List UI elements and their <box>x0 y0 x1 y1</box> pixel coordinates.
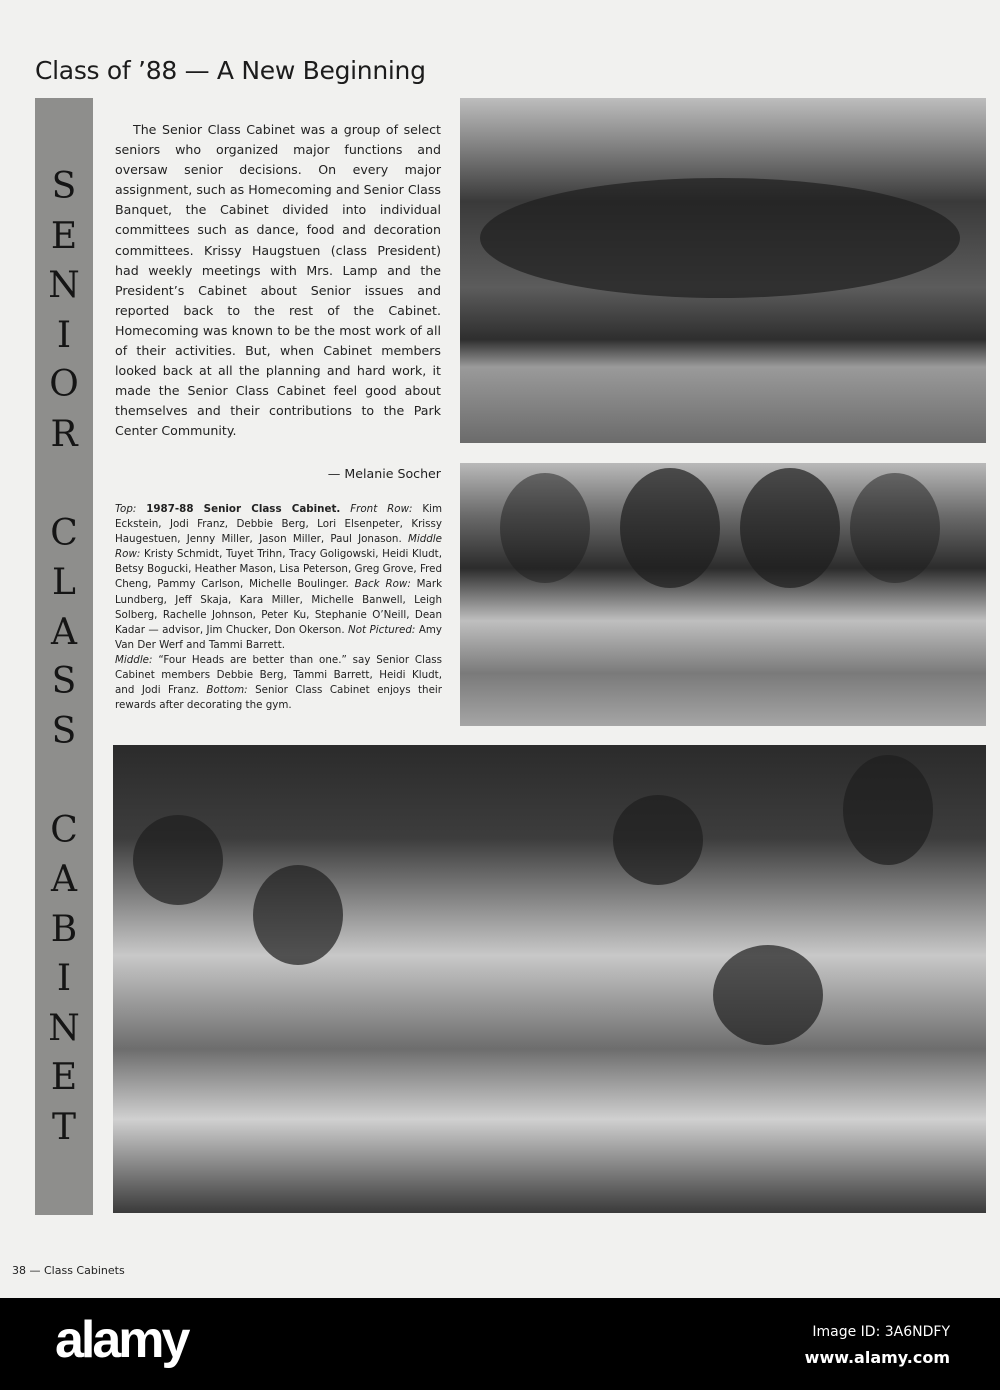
photo-caption <box>115 502 442 713</box>
banner-letter: C <box>50 809 78 851</box>
banner-letter: A <box>51 611 77 653</box>
banner-letter: N <box>48 1007 80 1049</box>
banner-letters <box>35 162 93 1152</box>
watermark-logo: alamy <box>55 1311 188 1369</box>
banner-letter <box>58 459 69 509</box>
banner-letter: I <box>56 958 72 999</box>
banner-letter: C <box>50 512 78 554</box>
caption-label: Middle: <box>115 653 153 666</box>
banner-letter: S <box>51 166 77 207</box>
banner-letter: R <box>50 413 78 455</box>
page-title: Class of ’88 — A New Beginning <box>35 56 426 85</box>
group-photo <box>460 98 986 443</box>
caption-text: “Four Heads are better than one.” say Senior Class Cabinet members Debbie Berg, Tammi Barrett, Heidi Kludt, and Jodi Franz. <box>115 653 443 697</box>
watermark-bar <box>0 1298 1000 1390</box>
vertical-section-banner <box>35 98 93 1215</box>
caption-text: Senior Class Cabinet enjoys their rewards after decorating the gym. <box>115 684 442 712</box>
caption-label: Front Row: <box>350 503 413 515</box>
image-id: Image ID: 3A6NDFY <box>812 1324 950 1340</box>
banner-letter: N <box>48 265 80 306</box>
banner-letter: A <box>51 859 77 900</box>
banner-letter: T <box>51 1106 76 1148</box>
banner-letter: S <box>51 710 77 752</box>
banner-letter: B <box>50 908 78 950</box>
banner-letter: O <box>49 364 79 405</box>
caption-text: Kim Eckstein, Jodi Franz, Debbie Berg, Lori Elsenpeter, Krissy Haugestuen, Jenny Miller, Jason Miller, Paul Jonason. <box>115 503 443 546</box>
article-author: — Melanie Socher <box>327 466 441 481</box>
caption-text: Mark Lundberg, Jeff Skaja, Kara Miller, Michelle Banwell, Leigh Solberg, Rachelle Johnson, Peter Ku, Stephanie O’Neill, Dean Kadar — advisor, Jim Chucker, Don Okerson. <box>115 578 443 636</box>
caption-text: Amy Van Der Werf and Tammi Barrett. <box>115 623 442 651</box>
caption-title: 1987-88 Senior Class Cabinet. <box>146 503 341 515</box>
banner-letter: E <box>50 215 78 257</box>
banner-letter: S <box>51 661 77 702</box>
four-heads-photo <box>460 463 986 726</box>
caption-label: Top: <box>115 503 137 515</box>
banner-letter: E <box>50 1057 78 1098</box>
article-paragraph: The Senior Class Cabinet was a group of select seniors who organized major functions and oversaw senior decisions. On every major assignment, such as Homecoming and Senior Class Banquet, the Cabinet divided into individual committees such as dance, food and decoration committees. Krissy Haugstuen (class President) had weekly meetings with Mrs. Lamp and the President’s Cabinet about Senior issues and reported back to the rest of the Cabinet. Homecoming was known to be the most work of all of their activities. But, when Cabinet members looked back at all the planning and hard work, it made the Senior Class Cabinet feel good about themselves and their contributions to the Park Center Community. <box>115 122 441 439</box>
watermark-url: www.alamy.com <box>804 1348 950 1367</box>
banner-letter: L <box>52 562 76 603</box>
article-body <box>115 120 441 442</box>
caption-label: Bottom: <box>206 684 248 697</box>
caption-label: Back Row: <box>354 578 411 591</box>
banner-letter: I <box>56 314 72 356</box>
caption-label: Not Pictured: <box>348 623 416 636</box>
page-footer: 38 — Class Cabinets <box>12 1264 125 1277</box>
banner-letter <box>58 756 69 806</box>
caption-label: Middle Row: <box>115 533 442 561</box>
caption-text: Kristy Schmidt, Tuyet Trihn, Tracy Goligowski, Heidi Kludt, Betsy Bogucki, Heather Mason, Lisa Peterson, Greg Grove, Fred Cheng, Pammy Carlson, Michelle Boulinger. <box>115 548 442 591</box>
gym-photo <box>113 745 986 1213</box>
